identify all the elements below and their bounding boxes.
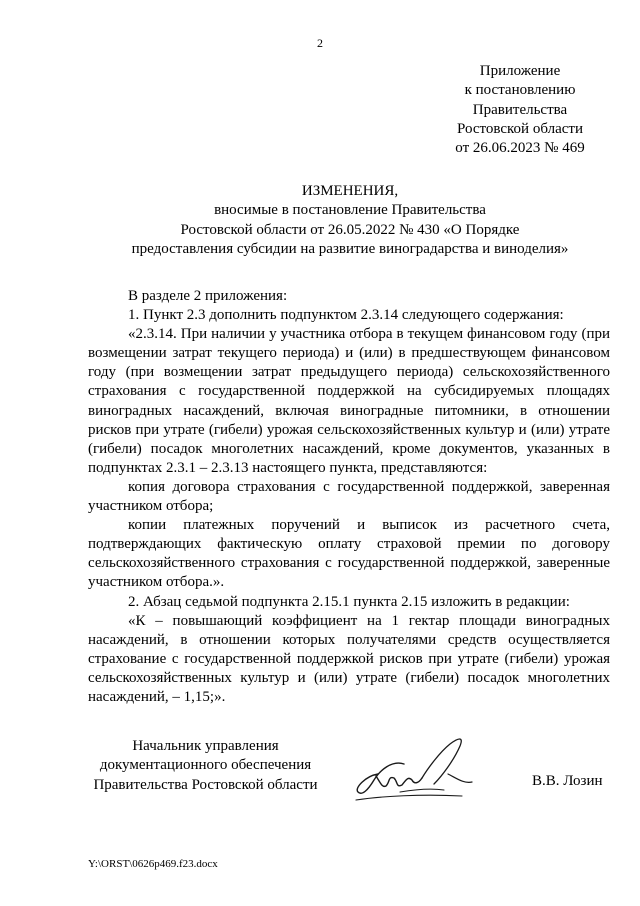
body-paragraph: 2. Абзац седьмой подпункта 2.15.1 пункта 2.15 изложить в редакции: bbox=[128, 593, 570, 610]
body-paragraph: «2.3.14. При наличии у участника отбора в текущем финансовом году (при возмещении затрат текущего периода) и (или) в предшествующем финансовом году (при возмещении затрат предыдущего периода) сельскохозяйственного страхования с государственной поддержкой на субсидируемых площадях виноградных насаждений, включая виноградные питомники, в отношении рисков при утрате (гибели) урожая сельскохозяйственных культур и (или) утрате (гибели) посадок многолетних насаждений, кроме документов, указанных в подпунктах 2.3.1 – 2.3.13 настоящего пункта, представляются: bbox=[88, 326, 610, 476]
body-paragraph: В разделе 2 приложения: bbox=[128, 288, 288, 304]
appendix-line: от 26.06.2023 № 469 bbox=[455, 140, 585, 157]
body-paragraph: 1. Пункт 2.3 дополнить подпунктом 2.3.14 следующего содержания: bbox=[128, 307, 564, 324]
document-body bbox=[88, 287, 610, 707]
position-line: Правительства Ростовской области bbox=[93, 776, 318, 793]
signer-name: В.В. Лозин bbox=[532, 773, 603, 789]
title-line: предоставления субсидии на развитие виноградарства и виноделия» bbox=[131, 240, 569, 257]
appendix-line: Правительства bbox=[472, 101, 568, 118]
title-line: вносимые в постановление Правительства bbox=[214, 202, 486, 219]
handwritten-signature bbox=[352, 730, 476, 808]
appendix-line: Приложение bbox=[479, 63, 561, 79]
title-line: Ростовской области от 26.05.2022 № 430 «О Порядке bbox=[180, 221, 520, 238]
body-paragraph: копия договора страхования с государственной поддержкой, заверенная участником отбора; bbox=[88, 478, 610, 515]
body-paragraph: копии платежных поручений и выписок из расчетного счета, подтверждающих фактическую оплату страховой премии по договору сельскохозяйственного страхования с государственной поддержкой, заверенные участником отбора.». bbox=[88, 517, 610, 591]
appendix-line: к постановлению bbox=[464, 82, 576, 99]
body-paragraph: «К – повышающий коэффициент на 1 гектар площади виноградных насаждений, в отношении которых получателями средств осуществляется страхование с государственной поддержкой рисков при утрате (гибели) урожая сельскохозяйственных культур и (или) утрате (гибели) посадок многолетних насаждений, – 1,15;». bbox=[88, 612, 610, 705]
appendix-header bbox=[440, 62, 600, 158]
position-line: Начальник управления bbox=[132, 738, 279, 754]
appendix-line: Ростовской области bbox=[457, 120, 583, 137]
page-number: 2 bbox=[317, 36, 323, 50]
document-title bbox=[60, 182, 640, 259]
signatory-position bbox=[88, 737, 323, 795]
file-path-footer: Y:\ORST\0626p469.f23.docx bbox=[88, 858, 218, 870]
position-line: документационного обеспечения bbox=[99, 757, 312, 774]
title-heading: ИЗМЕНЕНИЯ, bbox=[301, 183, 399, 199]
